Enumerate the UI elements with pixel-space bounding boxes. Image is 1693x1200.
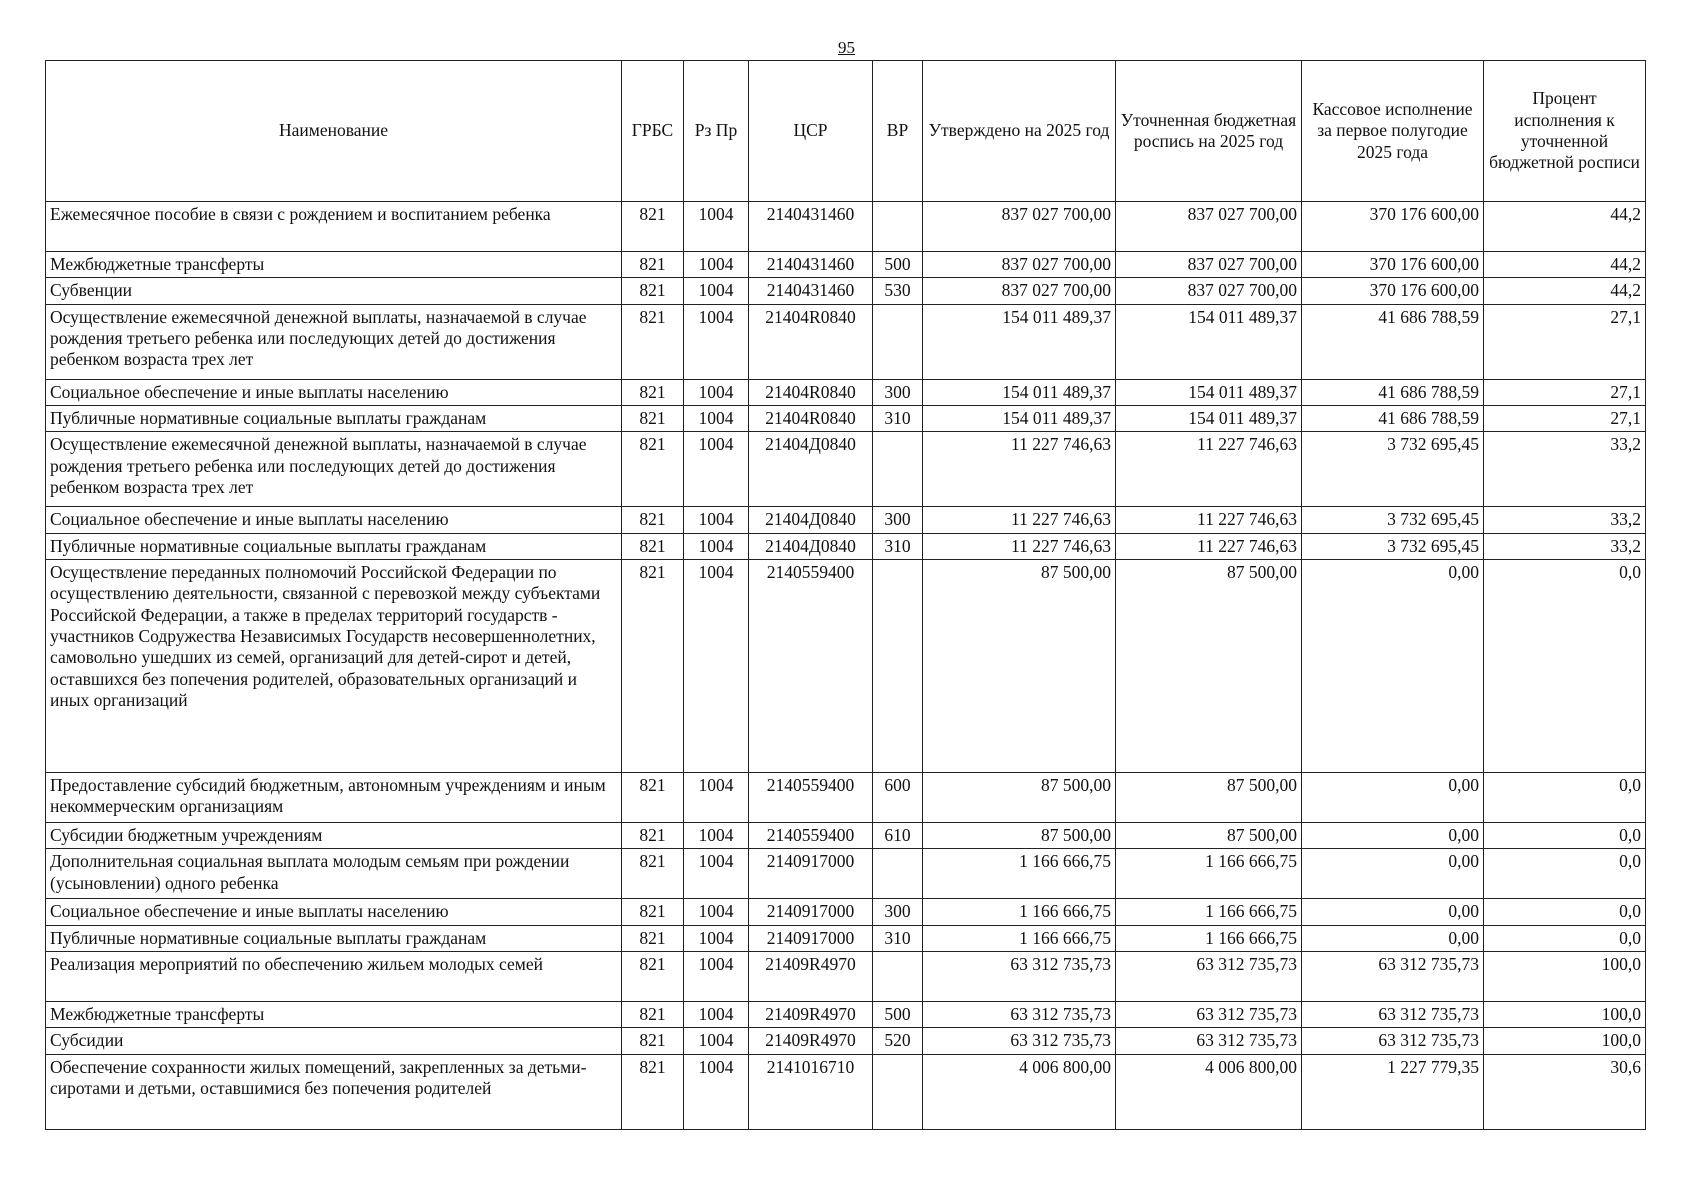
row-approved: 87 500,00: [923, 560, 1116, 773]
page-number: [0, 38, 1693, 58]
row-approved: 1 166 666,75: [923, 849, 1116, 899]
row-approved: 154 011 489,37: [923, 304, 1116, 379]
row-cash: 63 312 735,73: [1302, 952, 1484, 1002]
table-row: [46, 379, 1646, 405]
row-approved: 11 227 746,63: [923, 533, 1116, 559]
row-name: Социальное обеспечение и иные выплаты населению: [46, 379, 622, 405]
header-row: [46, 61, 1646, 202]
table-row: [46, 202, 1646, 252]
row-approved: 837 027 700,00: [923, 278, 1116, 304]
row-percent: 44,2: [1484, 202, 1646, 252]
row-grbs: 821: [622, 507, 684, 533]
row-csr: 2141016710: [749, 1054, 873, 1129]
row-csr: 21404R0840: [749, 406, 873, 432]
row-refined: 4 006 800,00: [1116, 1054, 1302, 1129]
table-row: [46, 252, 1646, 278]
row-vr: [873, 1054, 923, 1129]
table-row: [46, 773, 1646, 823]
row-rzpr: 1004: [684, 560, 749, 773]
table-row: [46, 823, 1646, 849]
row-cash: 41 686 788,59: [1302, 406, 1484, 432]
row-refined: 87 500,00: [1116, 773, 1302, 823]
row-percent: 0,0: [1484, 925, 1646, 951]
row-refined: 154 011 489,37: [1116, 379, 1302, 405]
row-percent: 33,2: [1484, 432, 1646, 507]
row-approved: 4 006 800,00: [923, 1054, 1116, 1129]
table-row: [46, 1028, 1646, 1054]
row-grbs: 821: [622, 560, 684, 773]
row-approved: 87 500,00: [923, 823, 1116, 849]
row-csr: 21409R4970: [749, 952, 873, 1002]
row-percent: 30,6: [1484, 1054, 1646, 1129]
table-row: [46, 1002, 1646, 1028]
row-cash: 0,00: [1302, 773, 1484, 823]
table-row: [46, 952, 1646, 1002]
row-name: Субсидии бюджетным учреждениям: [46, 823, 622, 849]
row-approved: 87 500,00: [923, 773, 1116, 823]
row-vr: 500: [873, 252, 923, 278]
row-vr: 300: [873, 379, 923, 405]
row-percent: 0,0: [1484, 823, 1646, 849]
row-rzpr: 1004: [684, 432, 749, 507]
row-rzpr: 1004: [684, 533, 749, 559]
row-approved: 154 011 489,37: [923, 406, 1116, 432]
table-row: [46, 507, 1646, 533]
row-vr: 310: [873, 925, 923, 951]
row-approved: 63 312 735,73: [923, 1002, 1116, 1028]
row-cash: 41 686 788,59: [1302, 379, 1484, 405]
row-name: Реализация мероприятий по обеспечению жильем молодых семей: [46, 952, 622, 1002]
row-percent: 0,0: [1484, 899, 1646, 925]
row-refined: 63 312 735,73: [1116, 952, 1302, 1002]
row-name: Социальное обеспечение и иные выплаты населению: [46, 507, 622, 533]
row-refined: 11 227 746,63: [1116, 432, 1302, 507]
row-grbs: 821: [622, 432, 684, 507]
row-name: Осуществление ежемесячной денежной выплаты, назначаемой в случае рождения третьего ребенка или последующих детей до достижения ребенком возраста трех лет: [46, 304, 622, 379]
row-refined: 87 500,00: [1116, 560, 1302, 773]
row-vr: [873, 560, 923, 773]
row-csr: 2140559400: [749, 560, 873, 773]
row-refined: 837 027 700,00: [1116, 252, 1302, 278]
row-grbs: 821: [622, 406, 684, 432]
row-name: Межбюджетные трансферты: [46, 252, 622, 278]
row-refined: 11 227 746,63: [1116, 507, 1302, 533]
row-grbs: 821: [622, 202, 684, 252]
row-refined: 63 312 735,73: [1116, 1002, 1302, 1028]
row-grbs: 821: [622, 925, 684, 951]
budget-table: [45, 60, 1646, 1130]
row-rzpr: 1004: [684, 304, 749, 379]
row-cash: 63 312 735,73: [1302, 1002, 1484, 1028]
row-grbs: 821: [622, 823, 684, 849]
row-vr: 610: [873, 823, 923, 849]
row-csr: 21409R4970: [749, 1002, 873, 1028]
row-name: Социальное обеспечение и иные выплаты населению: [46, 899, 622, 925]
header-csr: ЦСР: [749, 61, 873, 202]
row-rzpr: 1004: [684, 507, 749, 533]
row-vr: 530: [873, 278, 923, 304]
row-csr: 2140559400: [749, 773, 873, 823]
row-cash: 0,00: [1302, 849, 1484, 899]
row-rzpr: 1004: [684, 1054, 749, 1129]
row-name: Предоставление субсидий бюджетным, автономным учреждениям и иным некоммерческим организациям: [46, 773, 622, 823]
row-rzpr: 1004: [684, 899, 749, 925]
row-csr: 21404R0840: [749, 379, 873, 405]
row-refined: 154 011 489,37: [1116, 406, 1302, 432]
row-name: Обеспечение сохранности жилых помещений, закрепленных за детьми-сиротами и детьми, оставшимися без попечения родителей: [46, 1054, 622, 1129]
row-grbs: 821: [622, 773, 684, 823]
header-name: Наименование: [46, 61, 622, 202]
row-percent: 0,0: [1484, 560, 1646, 773]
row-approved: 11 227 746,63: [923, 507, 1116, 533]
row-csr: 21404R0840: [749, 304, 873, 379]
table-row: [46, 304, 1646, 379]
row-vr: [873, 849, 923, 899]
row-vr: 300: [873, 507, 923, 533]
row-csr: 2140431460: [749, 202, 873, 252]
row-rzpr: 1004: [684, 925, 749, 951]
row-refined: 1 166 666,75: [1116, 899, 1302, 925]
row-refined: 154 011 489,37: [1116, 304, 1302, 379]
row-percent: 100,0: [1484, 1028, 1646, 1054]
header-rzpr: Рз Пр: [684, 61, 749, 202]
row-cash: 0,00: [1302, 899, 1484, 925]
row-name: Субвенции: [46, 278, 622, 304]
row-percent: 33,2: [1484, 533, 1646, 559]
row-percent: 27,1: [1484, 304, 1646, 379]
header-percent: Процент исполнения к уточненной бюджетной росписи: [1484, 61, 1646, 202]
row-cash: 41 686 788,59: [1302, 304, 1484, 379]
row-csr: 2140917000: [749, 849, 873, 899]
row-name: Публичные нормативные социальные выплаты гражданам: [46, 533, 622, 559]
table-row: [46, 1054, 1646, 1129]
row-vr: 520: [873, 1028, 923, 1054]
row-vr: [873, 432, 923, 507]
table-row: [46, 925, 1646, 951]
row-grbs: 821: [622, 1054, 684, 1129]
row-name: Субсидии: [46, 1028, 622, 1054]
row-cash: 370 176 600,00: [1302, 202, 1484, 252]
row-vr: [873, 952, 923, 1002]
row-refined: 837 027 700,00: [1116, 202, 1302, 252]
row-name: Осуществление переданных полномочий Российской Федерации по осуществлению деятельности, связанной с перевозкой между субъектами Российской Федерации, а также в пределах территорий государств - участников Содружества Независимых Государств несовершеннолетних, самовольно ушедших из семей, организаций для детей-сирот и детей, оставшихся без попечения родителей, образовательных организаций и иных организаций: [46, 560, 622, 773]
row-percent: 100,0: [1484, 952, 1646, 1002]
table-body: [46, 202, 1646, 1130]
row-approved: 837 027 700,00: [923, 202, 1116, 252]
row-grbs: 821: [622, 1002, 684, 1028]
row-percent: 0,0: [1484, 773, 1646, 823]
row-rzpr: 1004: [684, 773, 749, 823]
row-percent: 27,1: [1484, 406, 1646, 432]
row-rzpr: 1004: [684, 278, 749, 304]
row-approved: 63 312 735,73: [923, 1028, 1116, 1054]
row-cash: 0,00: [1302, 560, 1484, 773]
row-vr: 310: [873, 406, 923, 432]
row-grbs: 821: [622, 304, 684, 379]
row-cash: 3 732 695,45: [1302, 432, 1484, 507]
table-row: [46, 533, 1646, 559]
row-cash: 3 732 695,45: [1302, 507, 1484, 533]
row-cash: 63 312 735,73: [1302, 1028, 1484, 1054]
row-name: Ежемесячное пособие в связи с рождением и воспитанием ребенка: [46, 202, 622, 252]
row-name: Межбюджетные трансферты: [46, 1002, 622, 1028]
row-rzpr: 1004: [684, 202, 749, 252]
row-csr: 2140559400: [749, 823, 873, 849]
row-csr: 21404Д0840: [749, 507, 873, 533]
row-rzpr: 1004: [684, 1028, 749, 1054]
row-vr: [873, 202, 923, 252]
row-refined: 837 027 700,00: [1116, 278, 1302, 304]
row-approved: 154 011 489,37: [923, 379, 1116, 405]
table-row: [46, 560, 1646, 773]
row-name: Дополнительная социальная выплата молодым семьям при рождении (усыновлении) одного ребенка: [46, 849, 622, 899]
row-csr: 21404Д0840: [749, 432, 873, 507]
row-approved: 1 166 666,75: [923, 925, 1116, 951]
row-vr: 600: [873, 773, 923, 823]
row-approved: 63 312 735,73: [923, 952, 1116, 1002]
row-cash: 3 732 695,45: [1302, 533, 1484, 559]
row-cash: 370 176 600,00: [1302, 252, 1484, 278]
row-rzpr: 1004: [684, 406, 749, 432]
header-approved: Утверждено на 2025 год: [923, 61, 1116, 202]
row-rzpr: 1004: [684, 823, 749, 849]
row-approved: 837 027 700,00: [923, 252, 1116, 278]
row-grbs: 821: [622, 278, 684, 304]
row-vr: [873, 304, 923, 379]
row-csr: 21404Д0840: [749, 533, 873, 559]
row-percent: 44,2: [1484, 252, 1646, 278]
row-name: Осуществление ежемесячной денежной выплаты, назначаемой в случае рождения третьего ребенка или последующих детей до достижения ребенком возраста трех лет: [46, 432, 622, 507]
row-grbs: 821: [622, 899, 684, 925]
row-refined: 87 500,00: [1116, 823, 1302, 849]
row-percent: 33,2: [1484, 507, 1646, 533]
row-rzpr: 1004: [684, 849, 749, 899]
table-row: [46, 849, 1646, 899]
row-cash: 0,00: [1302, 823, 1484, 849]
header-grbs: ГРБС: [622, 61, 684, 202]
row-percent: 44,2: [1484, 278, 1646, 304]
row-grbs: 821: [622, 1028, 684, 1054]
row-csr: 21409R4970: [749, 1028, 873, 1054]
row-csr: 2140917000: [749, 899, 873, 925]
row-refined: 1 166 666,75: [1116, 849, 1302, 899]
row-rzpr: 1004: [684, 952, 749, 1002]
row-refined: 11 227 746,63: [1116, 533, 1302, 559]
row-vr: 300: [873, 899, 923, 925]
page-number-text: 95: [838, 38, 855, 57]
header-cash: Кассовое исполнение за первое полугодие 2025 года: [1302, 61, 1484, 202]
row-grbs: 821: [622, 952, 684, 1002]
table-row: [46, 406, 1646, 432]
row-cash: 0,00: [1302, 925, 1484, 951]
row-approved: 11 227 746,63: [923, 432, 1116, 507]
table-row: [46, 278, 1646, 304]
row-percent: 0,0: [1484, 849, 1646, 899]
header-vr: ВР: [873, 61, 923, 202]
row-percent: 100,0: [1484, 1002, 1646, 1028]
row-refined: 1 166 666,75: [1116, 925, 1302, 951]
row-percent: 27,1: [1484, 379, 1646, 405]
row-name: Публичные нормативные социальные выплаты гражданам: [46, 406, 622, 432]
row-vr: 310: [873, 533, 923, 559]
row-csr: 2140917000: [749, 925, 873, 951]
row-rzpr: 1004: [684, 252, 749, 278]
row-cash: 370 176 600,00: [1302, 278, 1484, 304]
row-rzpr: 1004: [684, 379, 749, 405]
row-cash: 1 227 779,35: [1302, 1054, 1484, 1129]
row-name: Публичные нормативные социальные выплаты гражданам: [46, 925, 622, 951]
table-row: [46, 432, 1646, 507]
row-grbs: 821: [622, 849, 684, 899]
row-grbs: 821: [622, 252, 684, 278]
header-refined: Уточненная бюджетная роспись на 2025 год: [1116, 61, 1302, 202]
row-approved: 1 166 666,75: [923, 899, 1116, 925]
row-grbs: 821: [622, 533, 684, 559]
row-grbs: 821: [622, 379, 684, 405]
row-rzpr: 1004: [684, 1002, 749, 1028]
row-csr: 2140431460: [749, 252, 873, 278]
table-row: [46, 899, 1646, 925]
row-refined: 63 312 735,73: [1116, 1028, 1302, 1054]
row-vr: 500: [873, 1002, 923, 1028]
row-csr: 2140431460: [749, 278, 873, 304]
